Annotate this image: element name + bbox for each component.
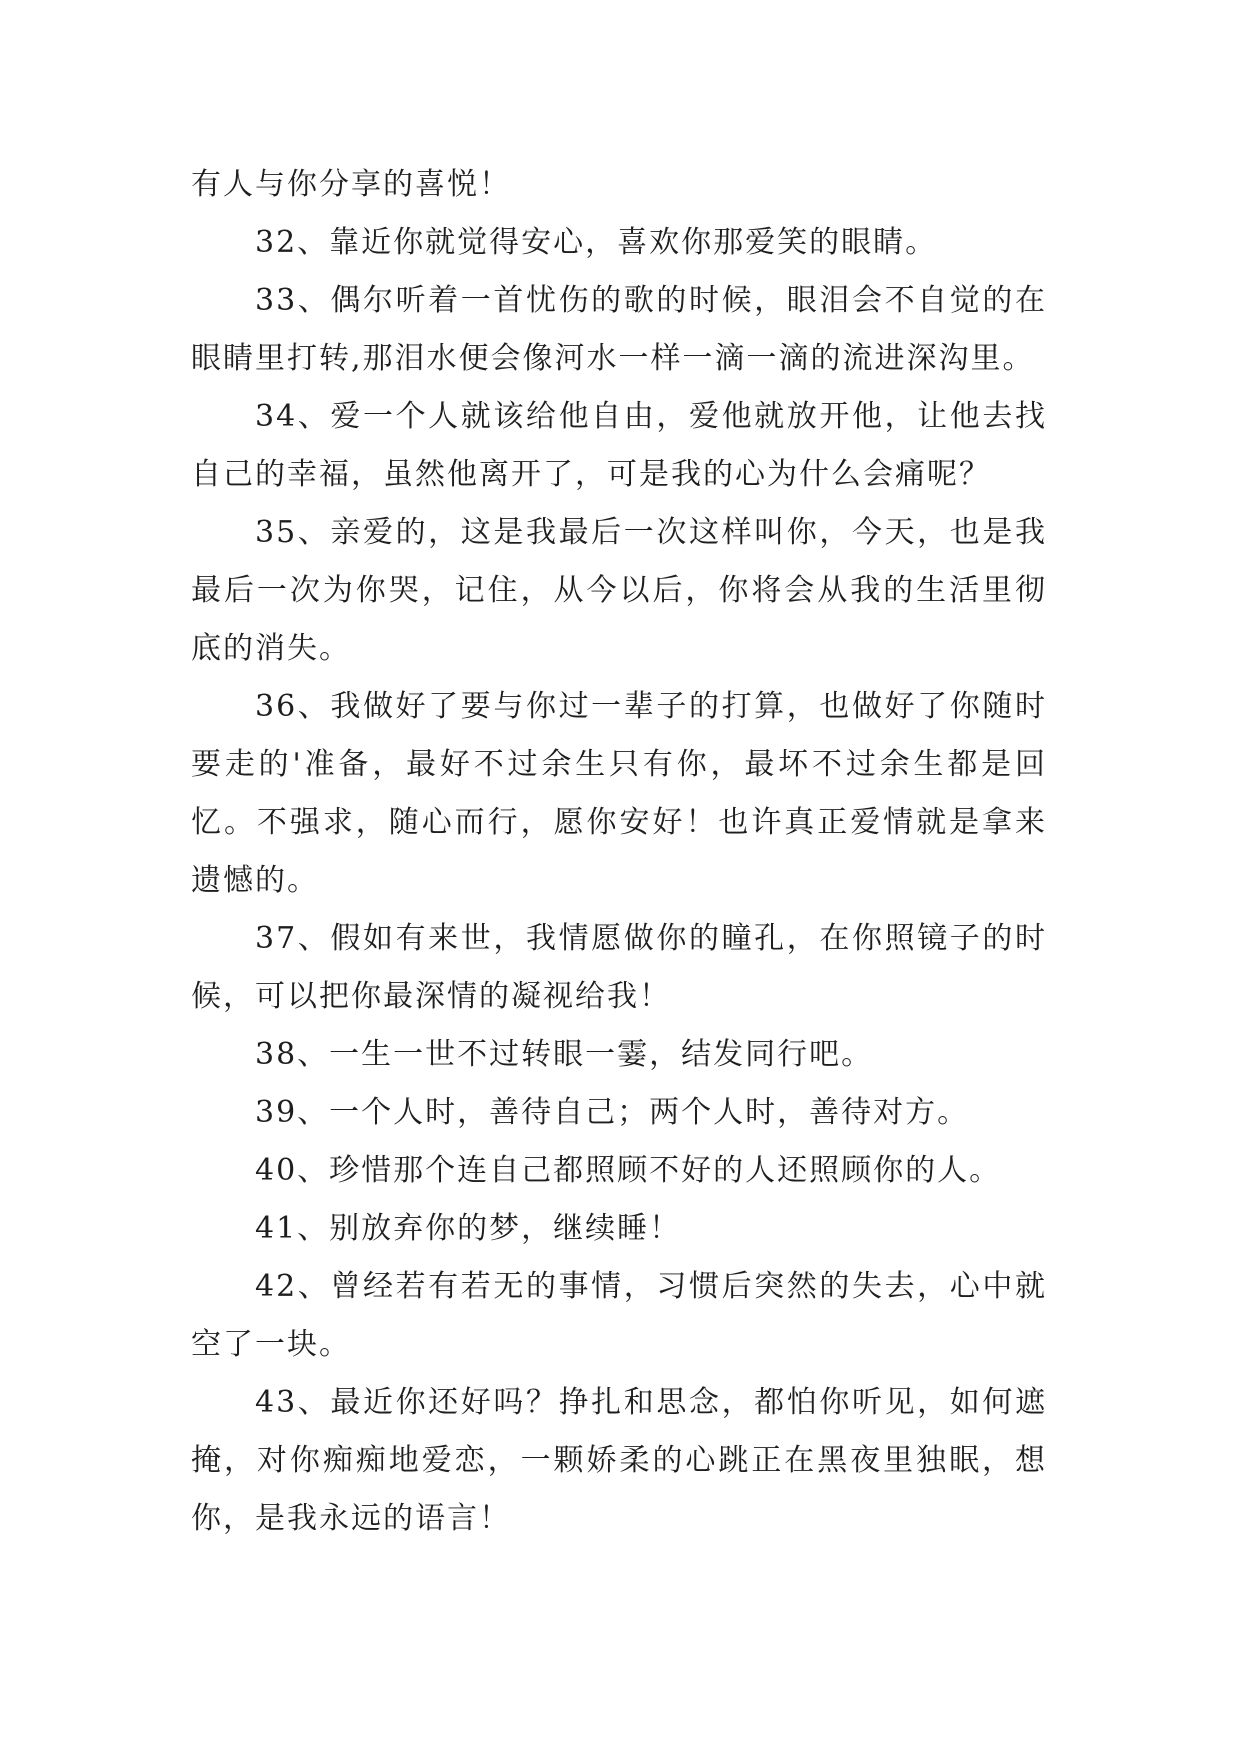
- paragraph-35: 35、亲爱的，这是我最后一次这样叫你，今天，也是我最后一次为你哭，记住，从今以后，你将会从我的生活里彻底的消失。: [191, 515, 1047, 666]
- paragraph-43: 43、最近你还好吗？挣扎和思念，都怕你听见，如何遮掩，对你痴痴地爱恋，一颗娇柔的心跳正在黑夜里独眠，想你，是我永远的语言！: [191, 1385, 1047, 1536]
- body-text: [191, 156, 1047, 1548]
- paragraph-36: 36、我做好了要与你过一辈子的打算，也做好了你随时要走的'准备，最好不过余生只有你，最坏不过余生都是回忆。不强求，随心而行，愿你安好！也许真正爱情就是拿来遗憾的。: [191, 689, 1047, 898]
- paragraph-41: 41、别放弃你的梦，继续睡！: [255, 1211, 682, 1246]
- paragraph-40: 40、珍惜那个连自己都照顾不好的人还照顾你的人。: [255, 1153, 1002, 1188]
- paragraph-32: 32、靠近你就觉得安心，喜欢你那爱笑的眼睛。: [255, 225, 938, 260]
- paragraph-continuation: 有人与你分享的喜悦！: [191, 167, 511, 202]
- paragraph-38: 38、一生一世不过转眼一霎，结发同行吧。: [255, 1037, 874, 1072]
- paragraph-37: 37、假如有来世，我情愿做你的瞳孔，在你照镜子的时候，可以把你最深情的凝视给我！: [191, 921, 1047, 1014]
- paragraph-33: 33、偶尔听着一首忧伤的歌的时候，眼泪会不自觉的在眼睛里打转,那泪水便会像河水一样一滴一滴的流进深沟里。: [191, 283, 1047, 376]
- paragraph-39: 39、一个人时，善待自己；两个人时，善待对方。: [255, 1095, 970, 1130]
- paragraph-34: 34、爱一个人就该给他自由，爱他就放开他，让他去找自己的幸福，虽然他离开了，可是我的心为什么会痛呢？: [191, 399, 1047, 492]
- paragraph-42: 42、曾经若有若无的事情，习惯后突然的失去，心中就空了一块。: [191, 1269, 1047, 1362]
